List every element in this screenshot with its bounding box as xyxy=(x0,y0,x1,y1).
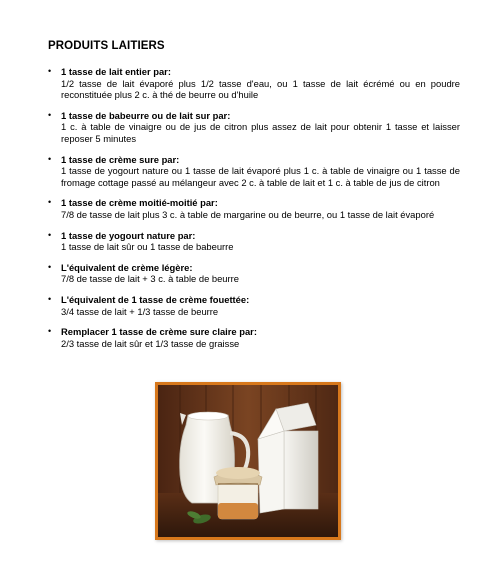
document-page xyxy=(48,40,460,358)
bullet-icon: • xyxy=(48,153,52,164)
bullet-icon: • xyxy=(48,261,52,272)
item-text: 1 c. à table de vinaigre ou de jus de citron plus assez de lait pour obtenir 1 tasse et laisser reposer 5 minutes xyxy=(61,121,460,144)
list-item xyxy=(48,326,460,349)
bullet-icon: • xyxy=(48,66,52,76)
item-heading: Remplacer 1 tasse de crème sure claire par: xyxy=(61,326,257,338)
list-item xyxy=(48,294,460,317)
section-title: PRODUITS LAITIERS xyxy=(48,40,165,52)
item-heading: 1 tasse de yogourt nature par: xyxy=(61,229,196,241)
bullet-icon: • xyxy=(48,197,52,208)
yogurt-jar xyxy=(214,467,262,519)
list-item xyxy=(48,66,460,101)
item-text: 1 tasse de lait sûr ou 1 tasse de babeurre xyxy=(61,241,234,253)
item-heading: 1 tasse de babeurre ou de lait sur par: xyxy=(61,109,231,121)
dairy-products-photo xyxy=(155,382,341,540)
item-text: 1/2 tasse de lait évaporé plus 1/2 tasse d'eau, ou 1 tasse de lait écrémé ou en poudre reconstituée plus 2 c. à thé de beurre ou d'huile xyxy=(61,77,460,101)
item-text: 3/4 tasse de lait + 1/3 tasse de beurre xyxy=(61,305,219,317)
list-item xyxy=(48,197,460,220)
substitution-list xyxy=(48,66,460,349)
list-item xyxy=(48,262,460,285)
list-item xyxy=(48,230,460,253)
bullet-icon: • xyxy=(48,229,52,240)
item-heading: L'équivalent de crème légère: xyxy=(61,261,193,273)
list-item xyxy=(48,110,460,145)
item-heading: 1 tasse de crème moitié-moitié par: xyxy=(61,197,218,209)
item-text: 2/3 tasse de lait sûr et 1/3 tasse de graisse xyxy=(61,337,240,349)
bullet-icon: • xyxy=(48,293,52,304)
item-text: 7/8 de tasse de lait plus 3 c. à table de margarine ou de beurre, ou 1 tasse de lait évaporé xyxy=(61,208,435,220)
item-text: 1 tasse de yogourt nature ou 1 tasse de lait évaporé plus 1 c. à table de vinaigre ou 1 tasse de fromage cottage passé au mélangeur avec 2 c. à table de lait et 1 c. à table de jus de citron xyxy=(61,165,460,188)
item-heading: 1 tasse de lait entier par: xyxy=(61,66,171,77)
item-heading: 1 tasse de crème sure par: xyxy=(61,153,180,165)
dairy-illustration xyxy=(158,385,338,537)
list-item xyxy=(48,154,460,189)
bullet-icon: • xyxy=(48,326,52,337)
item-heading: L'équivalent de 1 tasse de crème fouettée: xyxy=(61,293,250,305)
bullet-icon: • xyxy=(48,109,52,120)
item-text: 7/8 de tasse de lait + 3 c. à table de beurre xyxy=(61,273,239,285)
